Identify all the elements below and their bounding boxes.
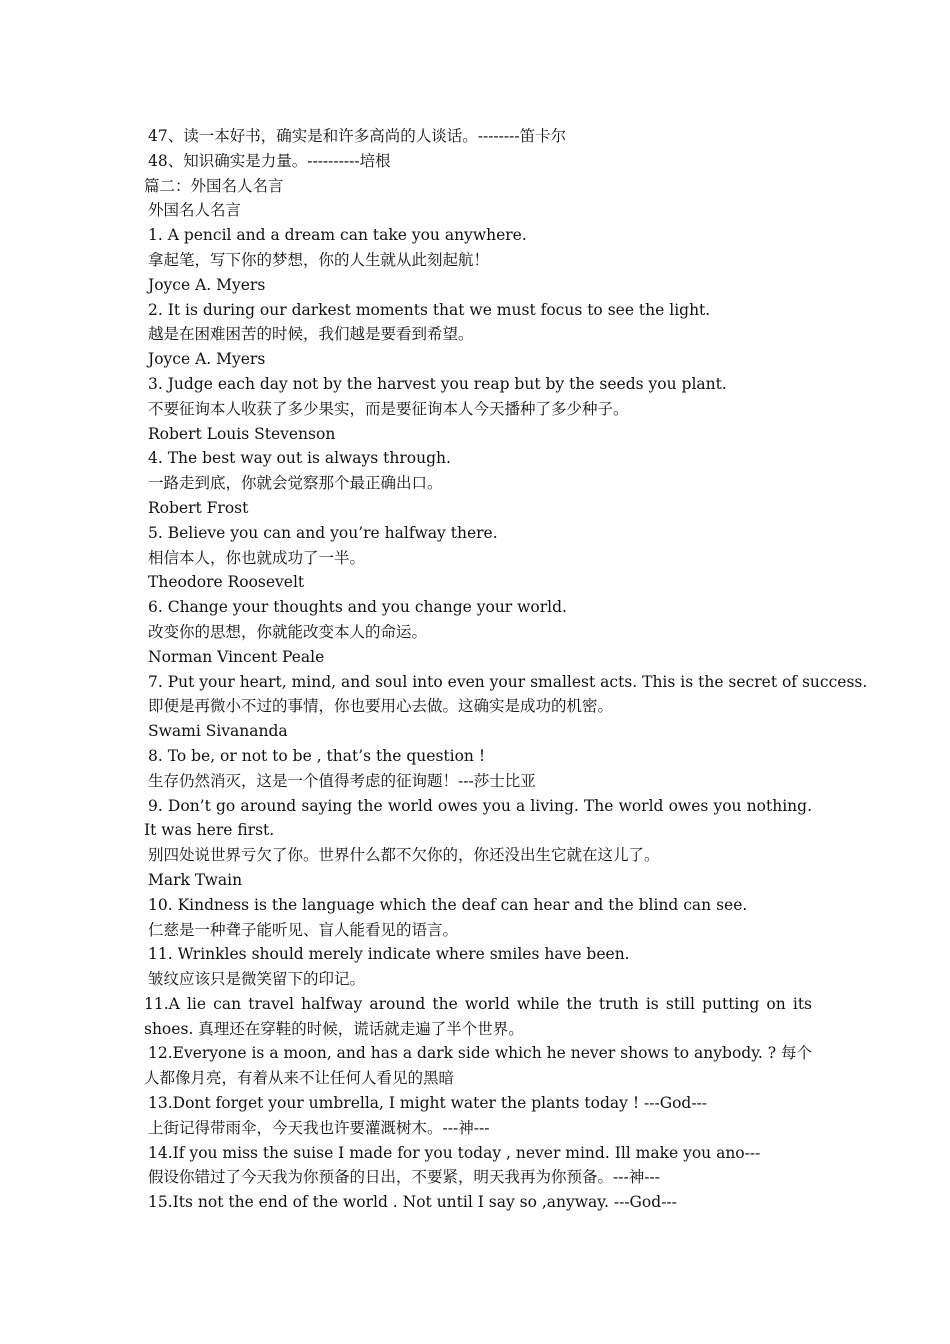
section-title: 外国名人名言 bbox=[148, 201, 242, 220]
quote-english: 2. It is during our darkest moments that we must focus to see the light. bbox=[148, 300, 711, 319]
quote-line: 47、读一本好书，确实是和许多高尚的人谈话。--------笛卡尔 bbox=[148, 127, 567, 145]
quote-author: Norman Vincent Peale bbox=[148, 647, 325, 666]
quote-english: 6. Change your thoughts and you change your world. bbox=[148, 598, 567, 617]
quote-chinese: 仁慈是一种聋子能听见、盲人能看见的语言。 bbox=[148, 920, 459, 939]
quote-chinese: 越是在困难困苦的时候，我们越是要看到希望。 bbox=[148, 325, 474, 344]
quote-english: 14.If you miss the suise I made for you today , never mind. Ill make you ano--- bbox=[148, 1143, 761, 1162]
quote-english: 9. Don’t go around saying the world owes you a living. The world owes you nothing. It was here first. bbox=[144, 796, 812, 840]
quote-chinese: 上街记得带雨伞，今天我也许要灌溉树木。---神--- bbox=[148, 1118, 490, 1137]
quote-chinese: 生存仍然消灭，这是一个值得考虑的征询题！---莎士比亚 bbox=[148, 771, 536, 790]
quote-author: Robert Louis Stevenson bbox=[148, 424, 336, 443]
quote-chinese: 一路走到底，你就会觉察那个最正确出口。 bbox=[148, 474, 443, 493]
quote-chinese: 别四处说世界亏欠了你。世界什么都不欠你的，你还没出生它就在这儿了。 bbox=[148, 846, 660, 865]
quote-line: 48、知识确实是力量。----------培根 bbox=[148, 151, 391, 170]
quote-author: Joyce A. Myers bbox=[148, 350, 266, 369]
quote-english: 3. Judge each day not by the harvest you reap but by the seeds you plant. bbox=[148, 374, 727, 393]
document-body bbox=[144, 124, 868, 1215]
quote-bilingual: 12.Everyone is a moon, and has a dark side which he never shows to anybody. ? 每个人都像月亮，有着从来不让任何人看见的黑暗 bbox=[144, 1044, 813, 1088]
quote-author: Swami Sivananda bbox=[148, 722, 288, 741]
quote-english: 4. The best way out is always through. bbox=[148, 449, 451, 468]
quote-english: 7. Put your heart, mind, and soul into even your smallest acts. This is the secret of success. bbox=[148, 672, 868, 691]
quote-chinese: 不要征询本人收获了多少果实，而是要征询本人今天播种了多少种子。 bbox=[148, 399, 629, 418]
quote-chinese: 相信本人，你也就成功了一半。 bbox=[148, 548, 366, 567]
section-heading: 篇二：外国名人名言 bbox=[144, 176, 284, 195]
quote-english: 10. Kindness is the language which the deaf can hear and the blind can see. bbox=[148, 895, 748, 914]
quote-english: 13.Dont forget your umbrella, I might water the plants today ! ---God--- bbox=[148, 1094, 708, 1113]
quote-chinese: 假设你错过了今天我为你预备的日出，不要紧，明天我再为你预备。---神--- bbox=[148, 1168, 660, 1187]
quote-author: Joyce A. Myers bbox=[148, 275, 266, 294]
quote-chinese: 即便是再微小不过的事情，你也要用心去做。这确实是成功的机密。 bbox=[148, 697, 614, 716]
quote-author: Robert Frost bbox=[148, 498, 249, 517]
quote-chinese: 改变你的思想，你就能改变本人的命运。 bbox=[148, 622, 428, 641]
quote-english: 1. A pencil and a dream can take you anywhere. bbox=[148, 226, 527, 245]
quote-english: 15.Its not the end of the world . Not until I say so ,anyway. ---God--- bbox=[148, 1193, 677, 1212]
quote-author: Theodore Roosevelt bbox=[148, 573, 305, 592]
quote-chinese: 拿起笔，写下你的梦想，你的人生就从此刻起航！ bbox=[148, 250, 490, 269]
quote-english: 11. Wrinkles should merely indicate where smiles have been. bbox=[148, 945, 630, 964]
quote-bilingual: 11.A lie can travel halfway around the world while the truth is still putting on its shoes. 真理还在穿鞋的时候，谎话就走遍了半个世界。 bbox=[144, 994, 812, 1038]
quote-english: 5. Believe you can and you’re halfway there. bbox=[148, 523, 498, 542]
quote-english: 8. To be, or not to be , that’s the question ! bbox=[148, 746, 486, 765]
quote-chinese: 皱纹应该只是微笑留下的印记。 bbox=[148, 970, 366, 989]
quote-author: Mark Twain bbox=[148, 870, 243, 889]
